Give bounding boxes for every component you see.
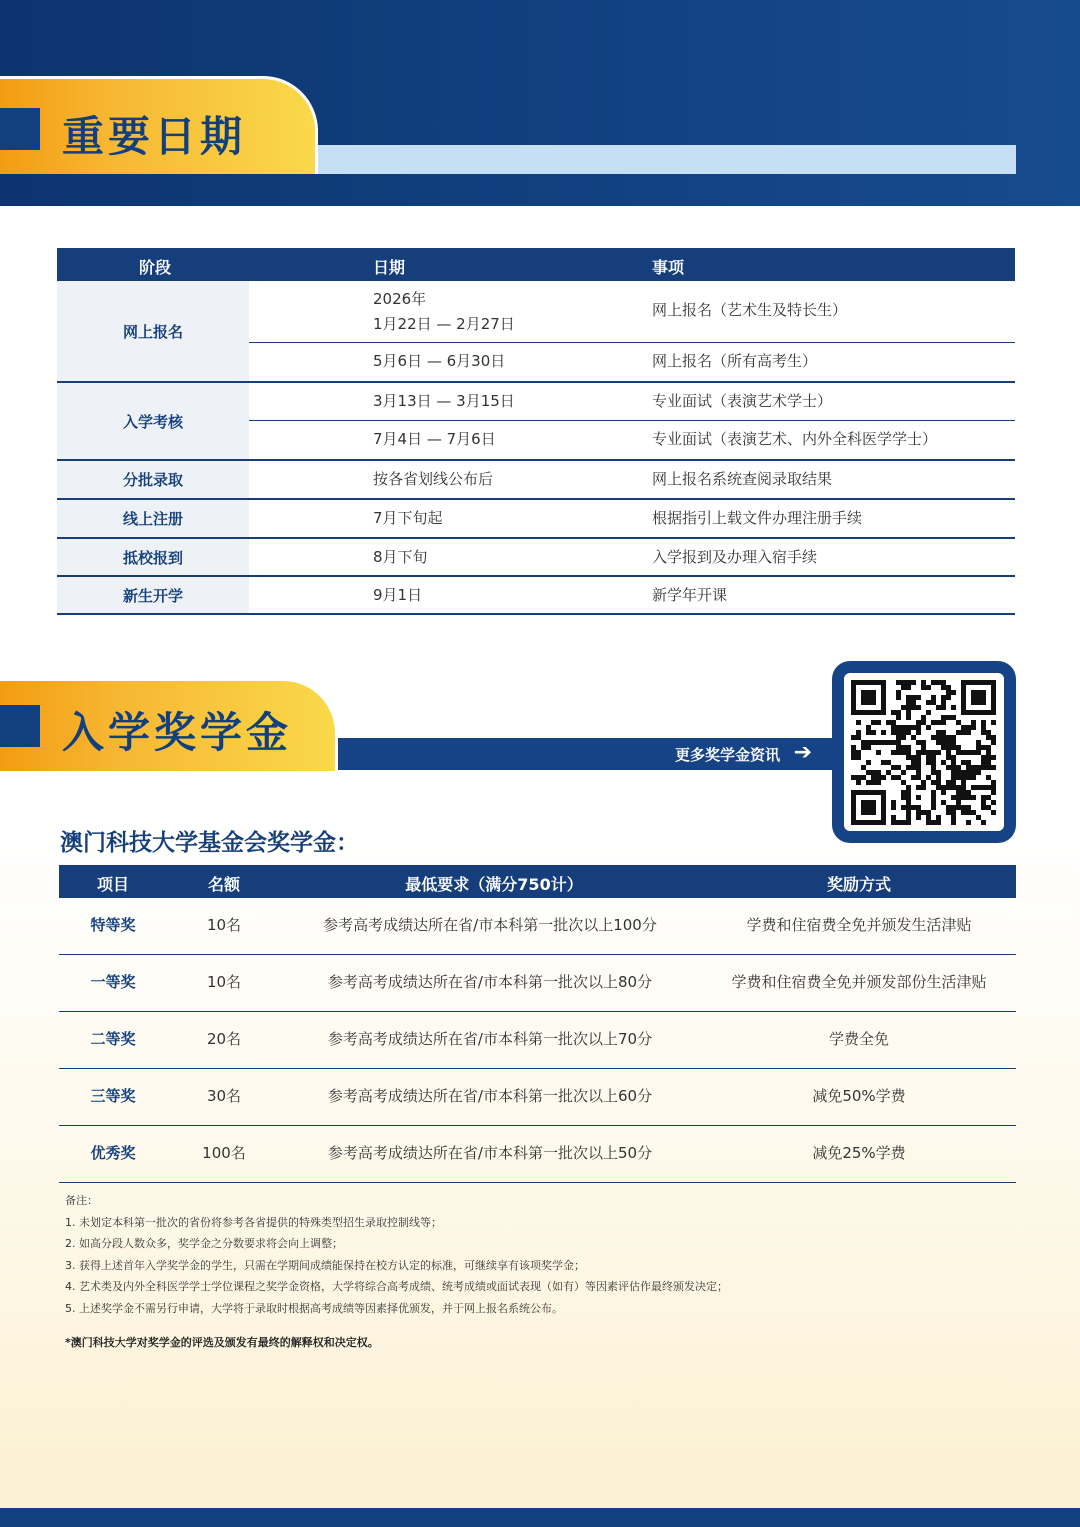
item-cell: 网上报名系统查阅录取结果 bbox=[652, 470, 833, 488]
scholarship-subtitle: 澳门科技大学基金会奖学金： bbox=[60, 830, 359, 856]
table-row bbox=[249, 577, 1015, 613]
quota-cell: 100名 bbox=[202, 1144, 246, 1162]
arrow-right-icon: ➔ bbox=[793, 740, 812, 765]
disclaimer-note: *澳门科技大学对奖学金的评选及颁发有最终的解释权和决定权。 bbox=[65, 1336, 379, 1349]
quota-cell: 10名 bbox=[206, 973, 242, 991]
item-cell: 新学年开课 bbox=[652, 586, 728, 604]
section2-title: 入学奖学金 bbox=[62, 708, 293, 757]
date-cell: 9月1日 bbox=[373, 586, 423, 604]
level-cell: 二等奖 bbox=[90, 1030, 136, 1048]
requirement-cell: 参考高考成绩达所在省/市本科第一批次以上60分 bbox=[327, 1087, 653, 1105]
section2-marker bbox=[0, 705, 40, 747]
dates-table-header bbox=[57, 248, 1015, 281]
item-cell: 入学报到及办理入宿手续 bbox=[652, 548, 818, 566]
item-cell: 专业面试（表演艺术学士） bbox=[652, 392, 833, 410]
stage-cell: 抵校报到 bbox=[57, 539, 249, 575]
quota-cell: 10名 bbox=[206, 916, 242, 934]
note-item: 1. 未划定本科第一批次的省份将参考各省提供的特殊类型招生录取控制线等； bbox=[65, 1215, 442, 1229]
requirement-cell: 参考高考成绩达所在省/市本科第一批次以上100分 bbox=[323, 916, 657, 934]
quota-cell: 30名 bbox=[206, 1087, 242, 1105]
table-row bbox=[249, 539, 1015, 575]
header-reward: 奖励方式 bbox=[826, 875, 892, 894]
date-cell: 8月下旬 bbox=[373, 548, 428, 566]
table-row bbox=[249, 461, 1015, 498]
level-cell: 特等奖 bbox=[90, 916, 136, 934]
table-row bbox=[249, 343, 1015, 381]
item-cell: 网上报名（艺术生及特长生） bbox=[652, 301, 848, 319]
stage-cell: 新生开学 bbox=[57, 577, 249, 613]
level-cell: 一等奖 bbox=[90, 973, 136, 991]
dates-group-online-enrolment bbox=[57, 500, 1015, 539]
table-row bbox=[249, 421, 1015, 459]
dates-group-admission-assessment bbox=[57, 383, 1015, 461]
requirement-cell: 参考高考成绩达所在省/市本科第一批次以上70分 bbox=[327, 1030, 653, 1048]
date-cell: 3月13日 — 3月15日 bbox=[373, 392, 515, 410]
dates-group-arrival bbox=[57, 539, 1015, 577]
note-item: 5. 上述奖学金不需另行申请，大学将于录取时根据高考成绩等因素择优颁发，并于网上报名系统公布。 bbox=[65, 1301, 563, 1315]
header-item: 事项 bbox=[652, 258, 685, 277]
more-scholarship-label: 更多奖学金资讯 bbox=[674, 746, 780, 764]
important-dates-table bbox=[57, 248, 1015, 615]
footer-band bbox=[0, 1508, 1080, 1527]
table-row bbox=[59, 898, 1016, 955]
header-requirement: 最低要求（满分750计） bbox=[405, 875, 583, 894]
stage-cell: 线上注册 bbox=[57, 500, 249, 537]
reward-cell: 学费和住宿费全免并颁发部份生活津贴 bbox=[731, 973, 987, 991]
reward-cell: 减免50%学费 bbox=[812, 1087, 906, 1105]
reward-cell: 减免25%学费 bbox=[812, 1144, 906, 1162]
stage-cell: 网上报名 bbox=[57, 281, 249, 381]
section1-marker bbox=[0, 108, 40, 150]
header-light-strip bbox=[300, 145, 1016, 174]
reward-cell: 学费和住宿费全免并颁发生活津贴 bbox=[746, 916, 972, 934]
note-item: 4. 艺术类及内外全科医学学士学位课程之奖学金资格，大学将综合高考成绩、统考成绩或面试表现（如有）等因素评估作最终颁发决定； bbox=[65, 1280, 728, 1293]
notes-heading: 备注： bbox=[65, 1194, 98, 1207]
table-row bbox=[59, 1012, 1016, 1069]
dates-group-batch-admission bbox=[57, 461, 1015, 500]
header-date: 日期 bbox=[373, 258, 406, 277]
date-cell: 按各省划线公布后 bbox=[373, 470, 494, 488]
dates-group-term-start bbox=[57, 577, 1015, 615]
reward-cell: 学费全免 bbox=[828, 1030, 890, 1048]
stage-cell: 入学考核 bbox=[57, 383, 249, 459]
header-level: 项目 bbox=[96, 875, 130, 894]
date-cell-line1: 2026年 bbox=[373, 290, 427, 308]
date-cell: 7月4日 — 7月6日 bbox=[373, 430, 496, 448]
table-row bbox=[59, 955, 1016, 1012]
date-cell: 7月下旬起 bbox=[373, 509, 443, 527]
scholarship-table-header bbox=[59, 865, 1016, 898]
item-cell: 网上报名（所有高考生） bbox=[652, 352, 818, 370]
header-quota: 名额 bbox=[207, 875, 241, 894]
date-cell-line2: 1月22日 — 2月27日 bbox=[373, 315, 515, 333]
table-row bbox=[249, 383, 1015, 421]
scholarship-table bbox=[59, 865, 1016, 1183]
item-cell: 根据指引上载文件办理注册手续 bbox=[652, 509, 863, 527]
note-item: 2. 如高分段人数众多，奖学金之分数要求将会向上调整； bbox=[65, 1237, 343, 1250]
note-item: 3. 获得上述首年入学奖学金的学生，只需在学期间成绩能保持在校方认定的标准，可继续享有该项奖学金； bbox=[65, 1258, 585, 1272]
level-cell: 优秀奖 bbox=[90, 1144, 136, 1162]
qr-code bbox=[844, 673, 1004, 831]
table-row bbox=[59, 1126, 1016, 1183]
requirement-cell: 参考高考成绩达所在省/市本科第一批次以上80分 bbox=[327, 973, 653, 991]
quota-cell: 20名 bbox=[206, 1030, 242, 1048]
stage-cell: 分批录取 bbox=[57, 461, 249, 498]
notes-block bbox=[65, 1190, 728, 1319]
section1-title: 重要日期 bbox=[62, 112, 247, 161]
table-row bbox=[59, 1069, 1016, 1126]
qr-code-icon bbox=[844, 673, 1004, 831]
more-scholarship-link[interactable] bbox=[330, 738, 840, 770]
table-row bbox=[249, 281, 1015, 343]
requirement-cell: 参考高考成绩达所在省/市本科第一批次以上50分 bbox=[327, 1144, 653, 1162]
table-row bbox=[249, 500, 1015, 537]
dates-group-online-registration bbox=[57, 281, 1015, 383]
date-cell: 5月6日 — 6月30日 bbox=[373, 352, 506, 370]
level-cell: 三等奖 bbox=[90, 1087, 136, 1105]
qr-code-frame[interactable] bbox=[832, 661, 1016, 843]
header-stage: 阶段 bbox=[139, 258, 172, 277]
item-cell: 专业面试（表演艺术、内外全科医学学士） bbox=[652, 430, 938, 448]
